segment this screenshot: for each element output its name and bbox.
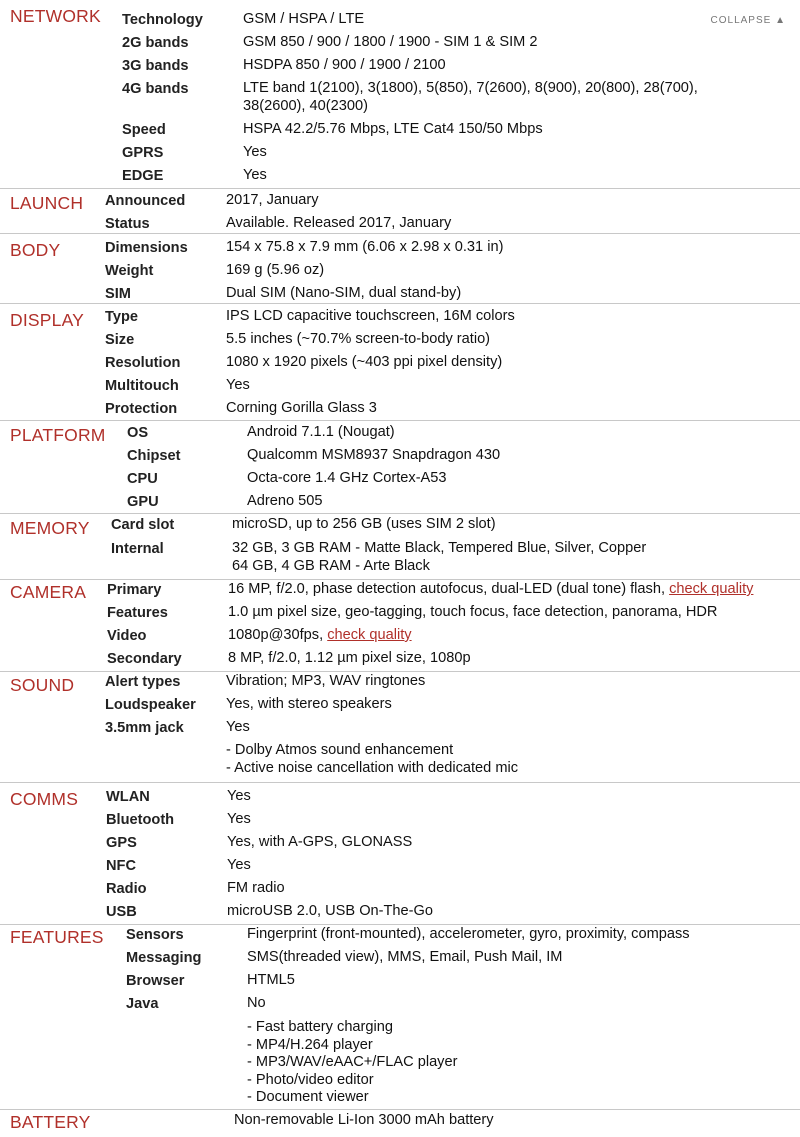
spec-label: Primary bbox=[107, 582, 162, 598]
spec-label: 3G bands bbox=[122, 58, 189, 74]
section-battery bbox=[0, 1109, 800, 1137]
spec-value: 16 MP, f/2.0, phase detection autofocus, dual-LED (dual tone) flash, check quality bbox=[228, 581, 754, 597]
spec-value: LTE band 1(2100), 3(1800), 5(850), 7(2600), 8(900), 20(800), 28(700), 38(2600), 40(2300) bbox=[243, 80, 698, 114]
spec-value: 1.0 µm pixel size, geo-tagging, touch focus, face detection, panorama, HDR bbox=[228, 604, 718, 620]
section-launch bbox=[0, 188, 800, 234]
category-title-platform: PLATFORM bbox=[10, 425, 106, 445]
category-title-memory: MEMORY bbox=[10, 518, 90, 538]
spec-label: Loudspeaker bbox=[105, 697, 196, 713]
spec-value: microSD, up to 256 GB (uses SIM 2 slot) bbox=[232, 516, 496, 532]
spec-value: Yes bbox=[227, 788, 251, 804]
spec-value: 154 x 75.8 x 7.9 mm (6.06 x 2.98 x 0.31 in) bbox=[226, 239, 504, 255]
spec-value: GSM 850 / 900 / 1800 / 1900 - SIM 1 & SIM 2 bbox=[243, 34, 538, 50]
category-title-battery: BATTERY bbox=[10, 1112, 91, 1132]
spec-label: Technology bbox=[122, 12, 203, 28]
spec-label: GPU bbox=[127, 494, 159, 510]
spec-label: SIM bbox=[105, 286, 131, 302]
spec-label: Browser bbox=[126, 973, 185, 989]
category-title-camera: CAMERA bbox=[10, 582, 87, 602]
spec-value: Yes bbox=[243, 144, 267, 160]
section-body bbox=[0, 233, 800, 304]
spec-label: Protection bbox=[105, 401, 178, 417]
spec-label: Video bbox=[107, 628, 147, 644]
category-title-body: BODY bbox=[10, 240, 61, 260]
spec-value: Yes bbox=[227, 857, 251, 873]
section-camera bbox=[0, 579, 800, 672]
category-title-network: NETWORK bbox=[10, 6, 101, 26]
spec-label: EDGE bbox=[122, 168, 164, 184]
section-display bbox=[0, 303, 800, 421]
spec-value: Corning Gorilla Glass 3 bbox=[226, 400, 377, 416]
spec-value: - Fast battery charging - MP4/H.264 player - MP3/WAV/eAAC+/FLAC player - Photo/video editor - Document viewer bbox=[247, 1019, 458, 1105]
spec-label: Messaging bbox=[126, 950, 202, 966]
spec-label: NFC bbox=[106, 858, 136, 874]
spec-label: Speed bbox=[122, 122, 166, 138]
spec-label: Status bbox=[105, 216, 150, 232]
spec-value: Available. Released 2017, January bbox=[226, 215, 452, 231]
spec-value: Fingerprint (front-mounted), accelerometer, gyro, proximity, compass bbox=[247, 926, 690, 942]
section-features bbox=[0, 924, 800, 1110]
section-comms bbox=[0, 782, 800, 925]
spec-label: Chipset bbox=[127, 448, 181, 464]
spec-value: SMS(threaded view), MMS, Email, Push Mail, IM bbox=[247, 949, 563, 965]
spec-value: HTML5 bbox=[247, 972, 295, 988]
spec-value: Non-removable Li-Ion 3000 mAh battery bbox=[234, 1112, 494, 1128]
category-title-sound: SOUND bbox=[10, 675, 75, 695]
spec-value: HSDPA 850 / 900 / 1900 / 2100 bbox=[243, 57, 446, 73]
spec-label: 3.5mm jack bbox=[105, 720, 184, 736]
spec-label: Features bbox=[107, 605, 168, 621]
category-title-display: DISPLAY bbox=[10, 310, 85, 330]
category-title-launch: LAUNCH bbox=[10, 193, 84, 213]
spec-label: GPRS bbox=[122, 145, 164, 161]
spec-value: Dual SIM (Nano-SIM, dual stand-by) bbox=[226, 285, 462, 301]
spec-value: 169 g (5.96 oz) bbox=[226, 262, 325, 278]
spec-value: IPS LCD capacitive touchscreen, 16M colors bbox=[226, 308, 515, 324]
spec-label: OS bbox=[127, 425, 149, 441]
spec-label: WLAN bbox=[106, 789, 150, 805]
spec-label: Multitouch bbox=[105, 378, 179, 394]
spec-value: 32 GB, 3 GB RAM - Matte Black, Tempered Blue, Silver, Copper 64 GB, 4 GB RAM - Arte Black bbox=[232, 540, 647, 574]
spec-value: Vibration; MP3, WAV ringtones bbox=[226, 673, 426, 689]
spec-value: HSPA 42.2/5.76 Mbps, LTE Cat4 150/50 Mbps bbox=[243, 121, 543, 137]
spec-label: Weight bbox=[105, 263, 154, 279]
spec-value: Yes bbox=[226, 377, 250, 393]
spec-value: microUSB 2.0, USB On-The-Go bbox=[227, 903, 433, 919]
category-title-comms: COMMS bbox=[10, 789, 79, 809]
spec-label: GPS bbox=[106, 835, 137, 851]
spec-label: 2G bands bbox=[122, 35, 189, 51]
spec-value: Adreno 505 bbox=[247, 493, 323, 509]
spec-label: Sensors bbox=[126, 927, 184, 943]
section-platform bbox=[0, 420, 800, 514]
spec-value: Yes bbox=[227, 811, 251, 827]
check-quality-link[interactable]: check quality bbox=[327, 627, 412, 643]
spec-label: Bluetooth bbox=[106, 812, 175, 828]
spec-value: Android 7.1.1 (Nougat) bbox=[247, 424, 395, 440]
spec-value: GSM / HSPA / LTE bbox=[243, 11, 365, 27]
spec-label: CPU bbox=[127, 471, 158, 487]
spec-value: FM radio bbox=[227, 880, 285, 896]
spec-label: Size bbox=[105, 332, 135, 348]
spec-value: 1080 x 1920 pixels (~403 ppi pixel density) bbox=[226, 354, 503, 370]
spec-label: Type bbox=[105, 309, 138, 325]
spec-label: Alert types bbox=[105, 674, 181, 690]
spec-value: Yes bbox=[226, 719, 250, 735]
spec-value: - Dolby Atmos sound enhancement - Active noise cancellation with dedicated mic bbox=[226, 742, 519, 776]
spec-label: Resolution bbox=[105, 355, 181, 371]
category-title-features: FEATURES bbox=[10, 927, 104, 947]
spec-value: Yes, with A-GPS, GLONASS bbox=[227, 834, 413, 850]
spec-label: Card slot bbox=[111, 517, 175, 533]
check-quality-link[interactable]: check quality bbox=[669, 581, 754, 597]
spec-value: Octa-core 1.4 GHz Cortex-A53 bbox=[247, 470, 447, 486]
spec-label: Announced bbox=[105, 193, 186, 209]
spec-label: Radio bbox=[106, 881, 147, 897]
spec-label: USB bbox=[106, 904, 137, 920]
spec-value: 8 MP, f/2.0, 1.12 µm pixel size, 1080p bbox=[228, 650, 471, 666]
spec-value: Yes bbox=[243, 167, 267, 183]
spec-value: No bbox=[247, 995, 266, 1011]
section-network bbox=[0, 0, 800, 188]
spec-label: Java bbox=[126, 996, 159, 1012]
spec-value: 1080p@30fps, check quality bbox=[228, 627, 412, 643]
spec-label: Internal bbox=[111, 541, 164, 557]
section-sound bbox=[0, 671, 800, 783]
spec-value: Yes, with stereo speakers bbox=[226, 696, 392, 712]
spec-value: 2017, January bbox=[226, 192, 319, 208]
spec-value: 5.5 inches (~70.7% screen-to-body ratio) bbox=[226, 331, 491, 347]
spec-label: 4G bands bbox=[122, 81, 189, 97]
spec-label: Secondary bbox=[107, 651, 182, 667]
collapse-button[interactable]: COLLAPSE ▲ bbox=[710, 15, 786, 26]
section-memory bbox=[0, 513, 800, 580]
spec-value: Qualcomm MSM8937 Snapdragon 430 bbox=[247, 447, 501, 463]
spec-label: Dimensions bbox=[105, 240, 188, 256]
